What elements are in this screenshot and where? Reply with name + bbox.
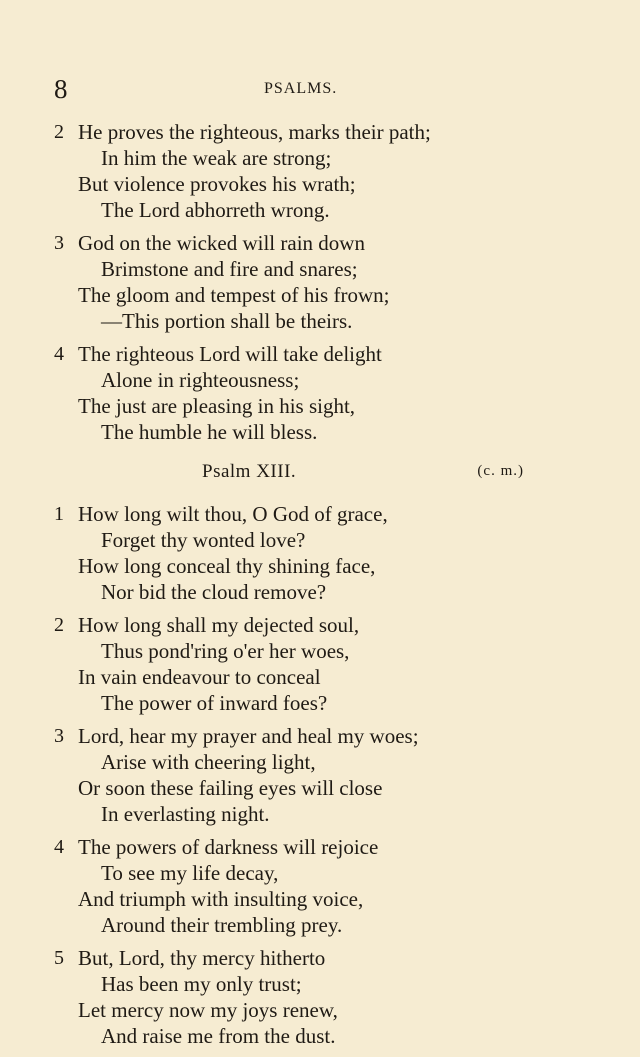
verse-number: 3	[54, 725, 64, 747]
verse-line: Brimstone and fire and snares;	[101, 257, 358, 281]
verse-line: To see my life decay,	[101, 861, 279, 885]
verse-number: 1	[54, 503, 64, 525]
stanza	[54, 723, 524, 827]
verse-line: Arise with cheering light,	[101, 750, 316, 774]
verse-line: He proves the righteous, marks their path;	[78, 120, 431, 144]
stanza	[54, 341, 524, 445]
verse-line: The powers of darkness will rejoice	[78, 835, 379, 859]
meter-label: (c. m.)	[477, 463, 524, 479]
verse-line: And triumph with insulting voice,	[78, 887, 364, 911]
verse-line: The gloom and tempest of his frown;	[78, 283, 390, 307]
verse-line: Alone in righteousness;	[101, 368, 300, 392]
verse-number: 3	[54, 232, 64, 254]
verse-line: How long wilt thou, O God of grace,	[78, 502, 388, 526]
verse-line: In everlasting night.	[101, 802, 270, 826]
verse-line: Has been my only trust;	[101, 972, 302, 996]
verse-line: But, Lord, thy mercy hitherto	[78, 946, 326, 970]
verse-line: Lord, hear my prayer and heal my woes;	[78, 724, 419, 748]
verse-line: Around their trembling prey.	[101, 913, 343, 937]
stanza	[54, 119, 524, 223]
stanza	[54, 501, 524, 605]
stanza	[54, 945, 524, 1049]
psalm-heading	[54, 459, 524, 489]
running-head: PSALMS.	[264, 80, 338, 97]
page-number: 8	[54, 74, 68, 104]
verse-line: Nor bid the cloud remove?	[101, 580, 327, 604]
verse-line: Forget thy wonted love?	[101, 528, 306, 552]
verse-number: 5	[54, 947, 64, 969]
verse-line: In vain endeavour to conceal	[78, 665, 321, 689]
verse-line: And raise me from the dust.	[101, 1024, 336, 1048]
verse-number: 4	[54, 836, 64, 858]
psalm-title: Psalm XIII.	[202, 461, 297, 482]
verse-line: Let mercy now my joys renew,	[78, 998, 338, 1022]
verse-line: The righteous Lord will take delight	[78, 342, 382, 366]
page-header	[54, 74, 524, 104]
verse-line: —This portion shall be theirs.	[101, 309, 353, 333]
verse-line: God on the wicked will rain down	[78, 231, 365, 255]
verse-number: 2	[54, 614, 64, 636]
verse-line: But violence provokes his wrath;	[78, 172, 356, 196]
verse-line: In him the weak are strong;	[101, 146, 332, 170]
verse-line: Thus pond'ring o'er her woes,	[101, 639, 350, 663]
verse-line: The Lord abhorreth wrong.	[101, 198, 330, 222]
stanza	[54, 612, 524, 716]
verse-number: 2	[54, 121, 64, 143]
verse-line: The just are pleasing in his sight,	[78, 394, 356, 418]
verse-line: The humble he will bless.	[101, 420, 318, 444]
stanza	[54, 230, 524, 334]
verse-line: Or soon these failing eyes will close	[78, 776, 383, 800]
stanza	[54, 834, 524, 938]
verse-line: How long shall my dejected soul,	[78, 613, 360, 637]
verse-line: The power of inward foes?	[101, 691, 328, 715]
page-body	[54, 119, 524, 1056]
verse-line: How long conceal thy shining face,	[78, 554, 376, 578]
verse-number: 4	[54, 343, 64, 365]
